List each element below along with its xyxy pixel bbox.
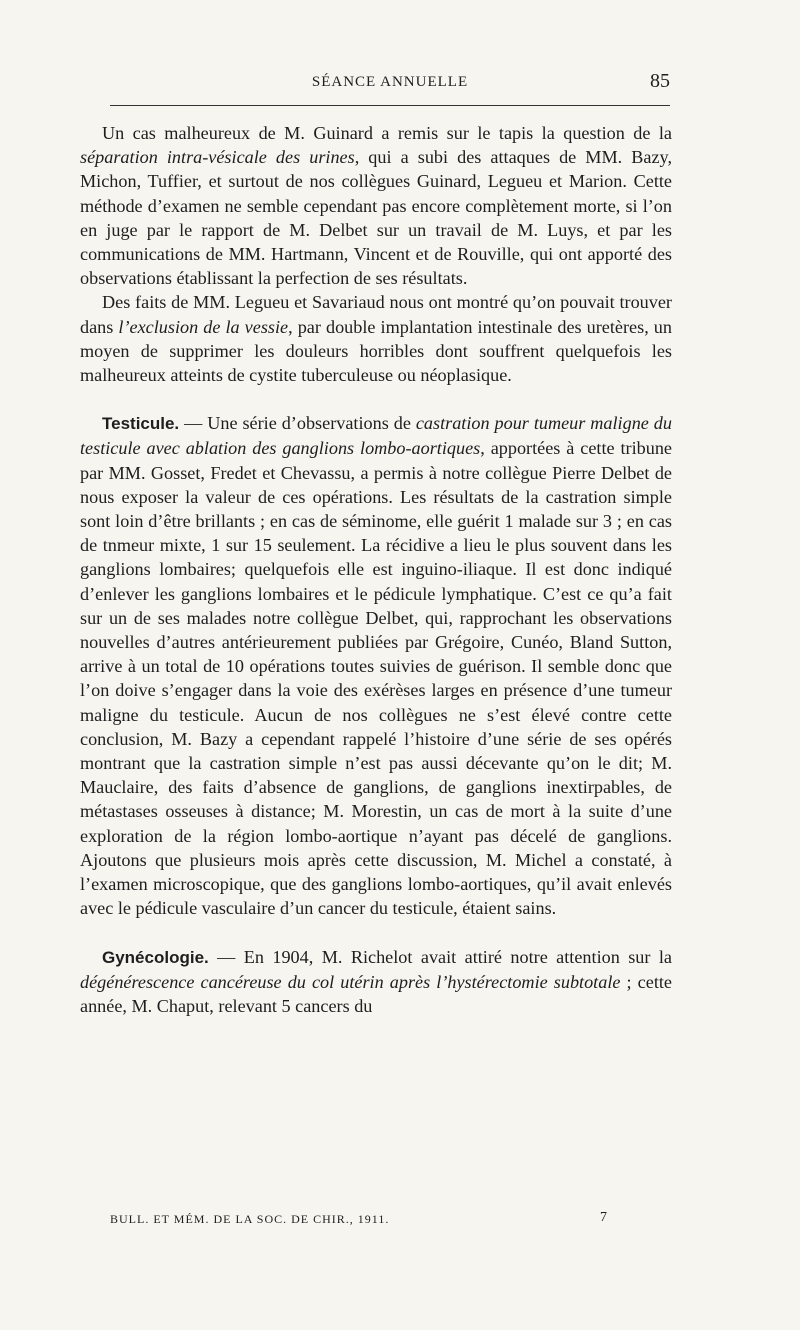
paragraph bbox=[80, 290, 672, 387]
body-text bbox=[80, 121, 672, 1018]
italic-phrase: dégénérescence cancéreuse du col utérin après l’hystérectomie subtotale bbox=[80, 971, 621, 992]
footer-publication: BULL. ET MÉM. DE LA SOC. DE CHIR., 1911. bbox=[110, 1212, 390, 1226]
italic-phrase: séparation intra-vésicale des urines bbox=[80, 147, 355, 168]
paragraph bbox=[80, 411, 672, 920]
section-heading: Testicule. bbox=[102, 414, 180, 434]
running-title: SÉANCE ANNUELLE bbox=[311, 74, 469, 90]
paragraph bbox=[80, 121, 672, 290]
text-run: , par double implantation intestinale des uretères, un moyen de supprimer les douleurs horribles dont souffrent quelquefois les malheureux atteints de cystite tuberculeuse ou néoplasique. bbox=[80, 316, 672, 386]
text-run: Un cas malheureux de M. Guinard a remis sur le tapis la question de la bbox=[102, 123, 672, 143]
footer-signature: 7 bbox=[600, 1210, 607, 1225]
paragraph bbox=[80, 945, 672, 1019]
text-run: , qui a subi des attaques de MM. Bazy, Michon, Tuffier, et surtout de nos collègues Guinard, Legueu et Marion. Cette méthode d’examen ne semble cependant pas encore complètement morte, si l’on en juge par le rapport de M. Delbet sur un travail de M. Luys, et par les communications de MM. Hartmann, Vincent et de Rouville, qui ont apporté des observations établissant la perfection de ses résultats. bbox=[80, 147, 672, 289]
header-rule bbox=[110, 105, 670, 106]
text-run: , apportées à cette tribune par MM. Gosset, Fredet et Chevassu, a permis à notre collègue Pierre Delbet de nous exposer la valeur de ces opérations. Les résultats de la castration simple sont loin d’être brillants ; en cas de séminome, elle guérit 1 malade sur 3 ; en cas de tnmeur mixte, 1 sur 15 seulement. La récidive a lieu le plus souvent dans les ganglions lombaires; quelquefois elle est inguino-iliaque. Il est donc indiqué d’enlever les ganglions lombaires et le pédicule lymphatique. C’est ce qu’a fait sur un de ses malades notre collègue Delbet, qui, rapprochant les observations nouvelles d’autres antérieurement publiées par Grégoire, Cunéo, Bland Sutton, arrive à un total de 10 opérations toutes suivies de guérison. Il semble donc que l’on doive s’engager dans la voie des exérèses larges en présence d’une tumeur maligne du testicule. Aucun de nos collègues ne s’est élevé contre cette conclusion, M. Bazy a cependant rappelé l’histoire d’une série de ses opérés montrant que la castration simple n’est pas aussi décevante qu’on le dit; M. Mauclaire, des faits d’absence de ganglions, de ganglions inextirpables, de métastases osseuses à distance; M. Morestin, un cas de mort à la suite d’une exploration de la région lombo-aortique n’ayant pas décelé de ganglions. Ajoutons que plusieurs mois après cette discussion, M. Michel a constaté, à l’examen microscopique, que des ganglions lombo-aortiques, qu’il avait enlevés avec le pédicule vasculaire d’un cancer du testicule, étaient sains. bbox=[80, 438, 672, 919]
section-heading: Gynécologie. bbox=[102, 947, 209, 967]
text-run: Des faits de MM. Legueu et Savariaud nous ont montré qu’on pouvait trouver dans bbox=[80, 292, 672, 337]
text-run: — Une série d’observations de bbox=[179, 413, 416, 434]
text-run: ; cette année, M. Chaput, relevant 5 cancers du bbox=[80, 971, 672, 1016]
running-head bbox=[110, 70, 670, 94]
italic-phrase: l’exclusion de la vessie bbox=[118, 316, 289, 337]
text-run: — En 1904, M. Richelot avait attiré notre attention sur la bbox=[208, 946, 672, 967]
italic-phrase: castration pour tumeur maligne du testicule avec ablation des ganglions lombo-aortiques bbox=[80, 413, 672, 459]
page-number: 85 bbox=[650, 70, 670, 92]
